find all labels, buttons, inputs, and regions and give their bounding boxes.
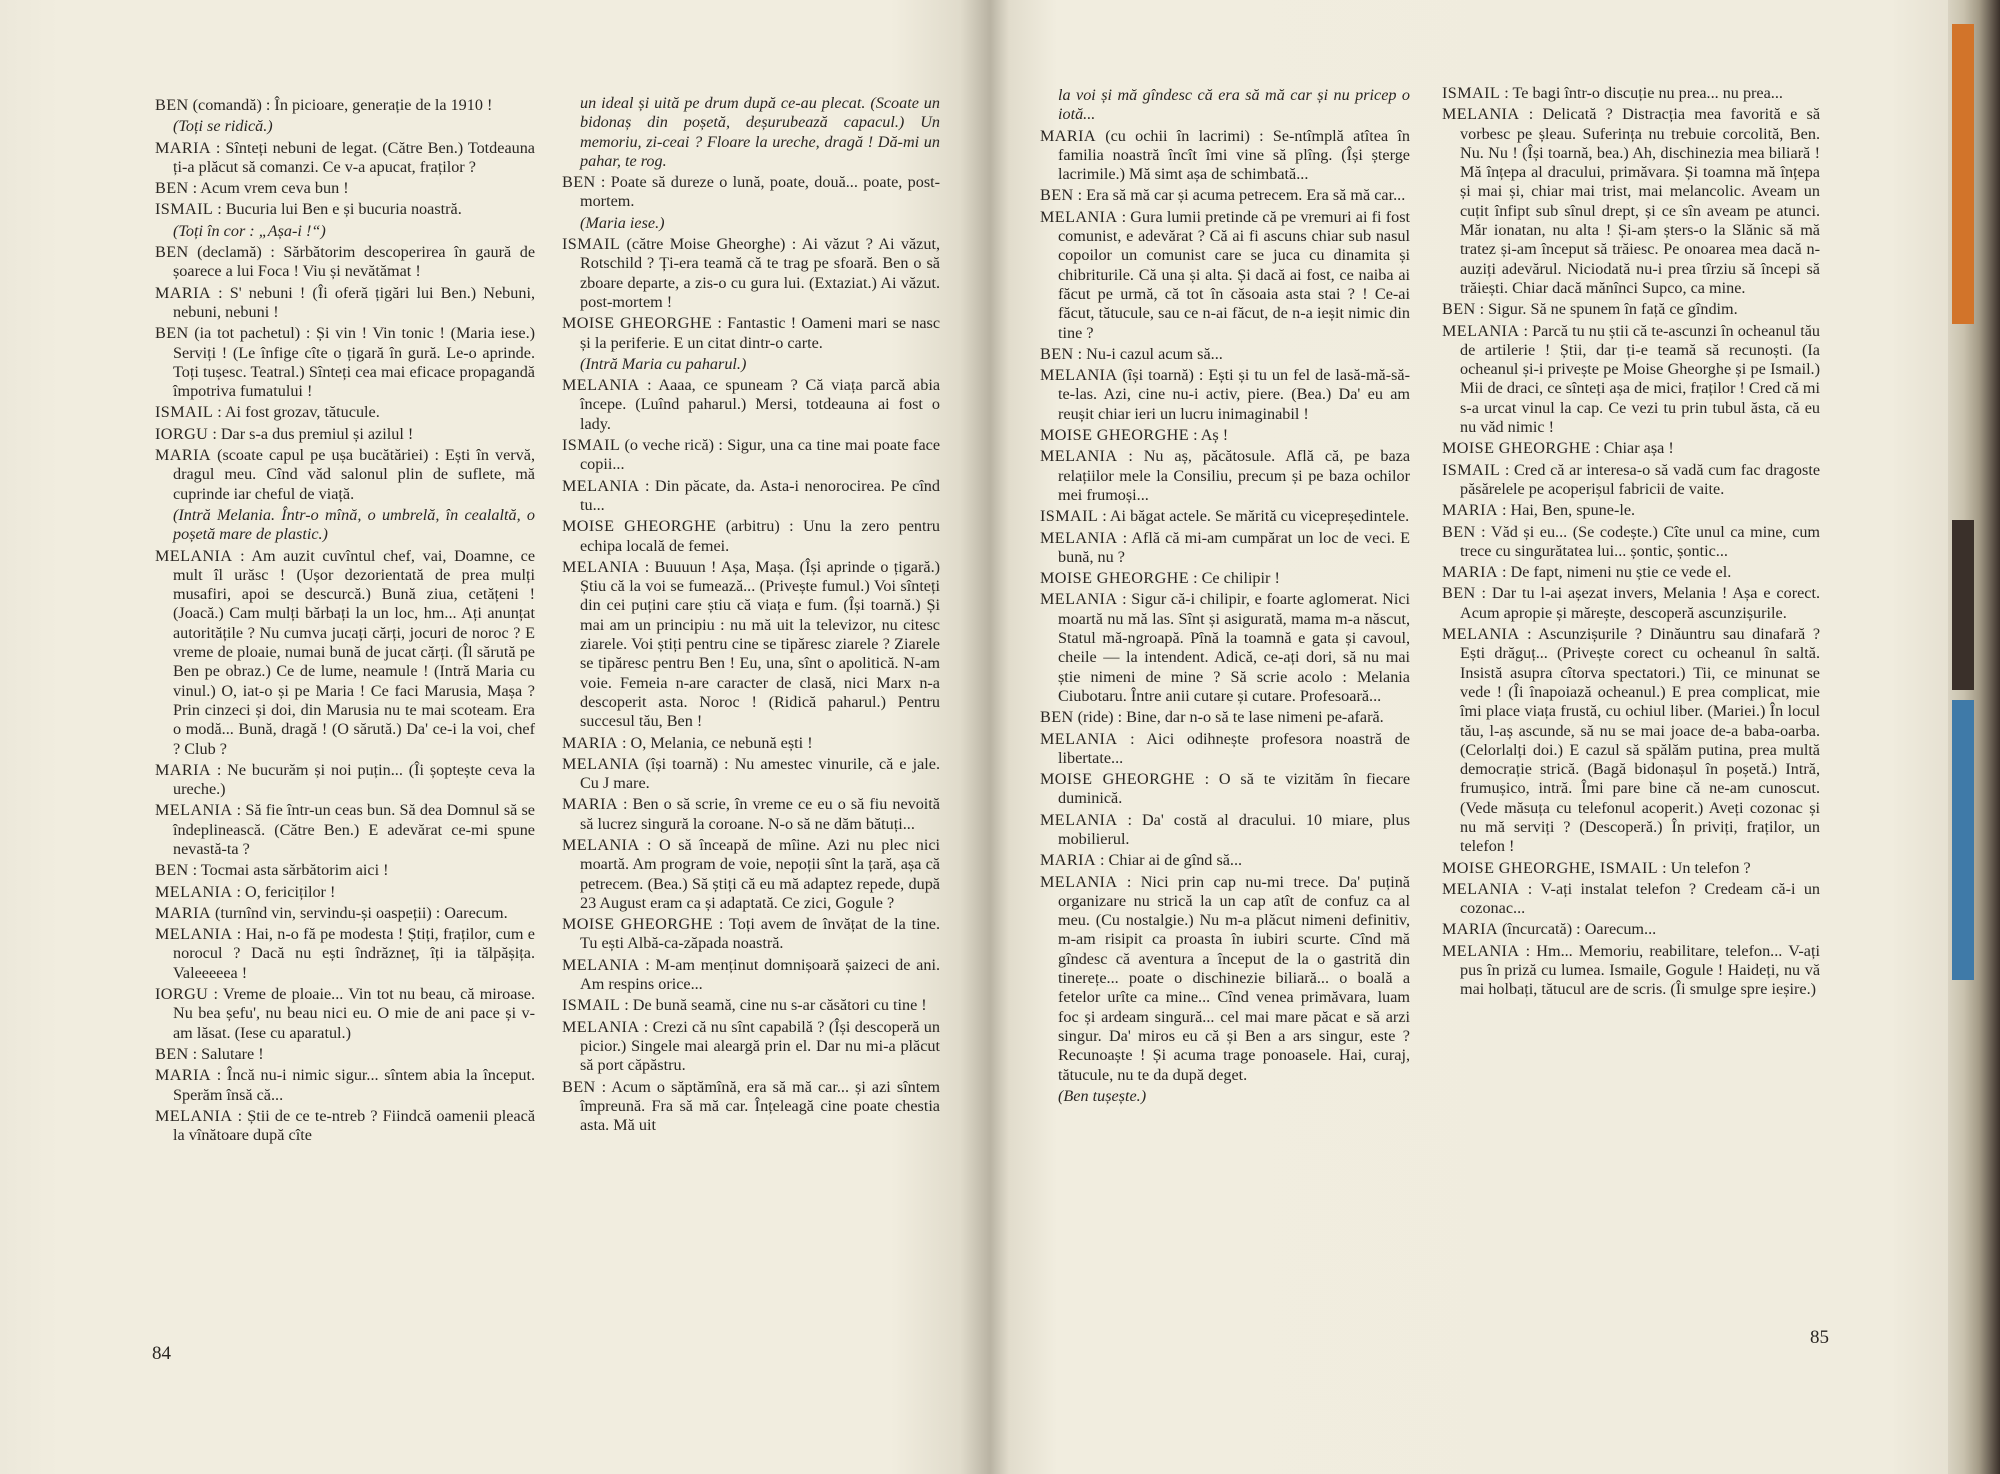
line-text: la voi și mă gîndesc că era să mă car și nu pricep o iotă... (1058, 86, 1410, 124)
line-text: : Sigur. Să ne spunem în față ce gîndim. (1479, 300, 1738, 319)
edge-tab-blue (1952, 700, 1974, 980)
line-text: : O să te vizităm în fiecare duminică. (1058, 770, 1410, 808)
line-text: (Toți se ridică.) (173, 117, 273, 136)
dialogue-line (155, 761, 535, 800)
line-text: : Nici prin cap nu-mi trece. Da' puțină organizare nu strică la un cap atît de confuz ca al meu. (Cu nostalgie.) Nu m-a plăcut nimeni definitiv, m-am risipit ca proasta în iubiri scurte. Cînd mă gîndesc că aventura a început de la o gastrită din tinerețe... poate o dischinezie biliară... o boală a fetelor urîte ca mine... Cînd venea primăvara, luam foc și ardeam singură... cel mai mare păcat e să arzi singur. Da' miros eu că și Ben a ars singur, este ? Recunoaște ! Și acuma trage ponoasele. Hai, curaj, tătucule, nu te da după deget. (1058, 872, 1410, 1084)
dialogue-line (155, 446, 535, 504)
line-text: : Chiar așa ! (1595, 439, 1674, 458)
speaker-name: MELANIA (562, 754, 640, 773)
speaker-name: MELANIA (155, 1106, 233, 1125)
dialogue-line (562, 517, 940, 556)
line-text: : V-ați instalat telefon ? Credeam că-i un cozonac... (1460, 879, 1821, 918)
line-text: (Intră Melania. Într-o mînă, o umbrelă, în cealaltă, o poșetă mare de plastic.) (173, 505, 535, 544)
left-column-2 (562, 94, 940, 1137)
dialogue-line (562, 1078, 940, 1136)
line-text: (o veche rică) : Sigur, una ca tine mai poate face copii... (580, 436, 941, 474)
right-column-1 (1040, 86, 1410, 1108)
dialogue-line (155, 1066, 535, 1105)
dialogue-line (1040, 127, 1410, 185)
dialogue-line (1040, 590, 1410, 706)
line-text: : Din păcate, da. Asta-i nenorocirea. Pe cînd tu... (580, 476, 940, 514)
line-text: (ia tot pachetul) : Și vin ! Vin tonic ! (Maria iese.) Serviți ! (Le înfige cîte o țigară în gură. Le-o aprinde. Toți tușesc. Teatral.) Sînteți cea mai eficace propagandă împotriva fumatului ! (173, 324, 536, 401)
line-text: (scoate capul pe ușa bucătăriei) : Ești în vervă, dragul meu. Cînd văd salonul plin de suflete, mă cuprinde iar cheful de viață. (173, 446, 535, 503)
line-text: : Aici odihnește profesora noastră de libertate... (1058, 729, 1410, 767)
speaker-name: MARIA (155, 1066, 211, 1085)
speaker-name: MELANIA (1040, 872, 1118, 891)
dialogue-line (562, 173, 940, 212)
speaker-name: MELANIA (1442, 105, 1520, 124)
dialogue-line (562, 235, 940, 312)
speaker-name: MELANIA (155, 801, 233, 820)
dialogue-line (562, 314, 940, 353)
dialogue-line (562, 734, 940, 753)
line-text: (Toți în cor : „Așa-i !“) (173, 221, 326, 240)
dialogue-line (1040, 447, 1410, 505)
speaker-name: BEN (155, 96, 189, 114)
line-text: : Nu-i cazul acum să... (1077, 344, 1223, 363)
dialogue-line (1442, 501, 1820, 520)
line-text: (își toarnă) : Nu amestec vinurile, că e jale. Cu J mare. (580, 754, 940, 793)
dialogue-line (155, 985, 535, 1043)
line-text: : Era să mă car și acuma petrecem. Era să mă car... (1077, 186, 1406, 205)
line-text: : Ai fost grozav, tătucule. (217, 403, 380, 422)
line-text: : Acum vrem ceva bun ! (192, 179, 349, 198)
speaker-name: MOISE GHEORGHE (562, 517, 717, 536)
dialogue-line (155, 904, 535, 923)
dialogue-line (1040, 811, 1410, 850)
speaker-name: BEN (155, 324, 189, 343)
line-text: : O, Melania, ce nebună ești ! (622, 733, 813, 752)
line-text: : Ai băgat actele. Se mărită cu vicepreședintele. (1102, 507, 1410, 526)
speaker-name: BEN (562, 1077, 596, 1096)
dialogue-line (562, 755, 940, 794)
line-text: : Vreme de ploaie... Vin tot nu beau, că miroase. Nu bea șefu', nu beau nici eu. O mie de ani pace și v-am lăsat. (Iese cu aparatul.) (173, 985, 535, 1042)
line-text: (declamă) : Sărbătorim descoperirea în gaură de șoarece a lui Foca ! Viu și nevătămat ! (173, 243, 535, 281)
speaker-name: MOISE GHEORGHE (1040, 770, 1195, 789)
speaker-name: MELANIA (562, 835, 640, 854)
speaker-name: MARIA (155, 903, 211, 922)
speaker-name: MOISE GHEORGHE, ISMAIL (1442, 858, 1659, 877)
line-text: (își toarnă) : Ești și tu un fel de lasă-mă-să-te-las. Azi, cine nu-i activ, piere. (Bea.) Da' eu am reușit chiar ieri un lucru inimaginabil ! (1058, 366, 1410, 423)
speaker-name: MELANIA (562, 476, 640, 495)
dialogue-line (1442, 300, 1820, 319)
dialogue-line (1040, 208, 1410, 343)
line-text: (Intră Maria cu paharul.) (580, 354, 747, 373)
dialogue-line (1040, 770, 1410, 809)
dialogue-line (1442, 880, 1820, 919)
line-text: : Sigur că-i chilipir, e foarte aglomerat. Nici moartă nu mă las. Sînt și asigurată, mama m-a născut, Statul mă-ngroapă. Pînă la toamnă e gata și cavoul, cheile — la intendent. Adică, ce-ați dori, să nu mai știe nimeni de mine ? Să scrie acolo : Melania Ciubotaru. Între anii cutare și cutare. Profesoară... (1058, 590, 1411, 705)
line-text: (turnînd vin, servindu-și oaspeții) : Oarecum. (215, 903, 508, 922)
dialogue-line (1442, 625, 1820, 857)
dialogue-line (562, 477, 940, 516)
dialogue-line (155, 883, 535, 902)
line-text: : Toți avem de învățat de la tine. Tu ești Albă-ca-zăpada noastră. (580, 915, 940, 953)
dialogue-line (1442, 563, 1820, 582)
right-page (990, 0, 1948, 1474)
speaker-name: MOISE GHEORGHE (562, 314, 713, 333)
speaker-name: MELANIA (1040, 810, 1118, 829)
line-text: (arbitru) : Unu la zero pentru echipa locală de femei. (580, 517, 940, 555)
line-text: (ride) : Bine, dar n-o să te lase nimeni pe-afară. (1077, 708, 1384, 727)
speaker-name: BEN (1442, 522, 1476, 541)
dialogue-line (562, 436, 940, 475)
dialogue-line (155, 547, 535, 759)
speaker-name: MELANIA (562, 1017, 640, 1036)
speaker-name: MELANIA (1040, 528, 1118, 547)
line-text: : Chiar ai de gînd să... (1100, 851, 1243, 870)
dialogue-line (1040, 186, 1410, 205)
line-text: : Acum o săptămînă, era să mă car... și azi sîntem împreună. Fra să mă car. Înțeleagă cine poate chestia asta. Mă uit (580, 1077, 940, 1135)
dialogue-line (155, 1045, 535, 1064)
dialogue-line (155, 861, 535, 880)
speaker-name: MARIA (562, 795, 618, 814)
speaker-name: MARIA (155, 283, 211, 302)
speaker-name: IORGU (155, 424, 209, 443)
speaker-name: MELANIA (1442, 625, 1520, 644)
dialogue-line (1040, 851, 1410, 870)
line-text: : Crezi că nu sînt capabilă ? (Își descoperă un picior.) Singele mai aleargă prin el. Dar nu mi-a plăcut să port căpăstru. (580, 1017, 940, 1075)
speaker-name: MELANIA (155, 546, 233, 565)
line-text: : Bucuria lui Ben e și bucuria noastră. (217, 200, 462, 219)
stage-direction (155, 222, 535, 241)
line-text: : Parcă tu nu știi că te-ascunzi în ocheanul tău de artilerie ! Știi, dar ți-e teamă să recunoști. (Ia ocheanul și-i privește pe Moise Gheorghe și pe Ismail.) Mii de draci, ce sînteți așa de mici, fraților ! Cred că mi s-a urcat vinul la cap. Ce vezi tu prin tubul ăsta, că eu nu văd nimic ! (1460, 321, 1820, 437)
line-text: (Ben tușește.) (1058, 1086, 1147, 1105)
dialogue-line (1442, 322, 1820, 438)
speaker-name: MELANIA (1040, 447, 1118, 466)
speaker-name: MELANIA (1442, 941, 1520, 960)
speaker-name: MARIA (155, 138, 211, 157)
speaker-name: ISMAIL (155, 403, 214, 422)
speaker-name: MARIA (562, 733, 618, 752)
line-text: : Sînteți nebuni de legat. (Către Ben.) Totdeauna ți-a plăcut să comanzi. Ce v-a apucat, fraților ? (173, 138, 535, 176)
stage-direction (562, 355, 940, 374)
speaker-name: MELANIA (1040, 366, 1118, 385)
line-text: : Gura lumii pretinde că pe vremuri ai fi fost comunist, e adevărat ? Că ai fi ascuns chiar sub nasul copoilor un comunist care se juca cu dinamita și chibriturile. Că una și alta. Și dacă ai fost, ce naiba ai făcut pe urmă, că tot în căsoaia asta stai ? ! Ce-ai făcut, tătucule, sau ce n-ai făcut, de n-a ieșit nimic din tine ? (1058, 207, 1411, 342)
dialogue-line (562, 1018, 940, 1076)
line-text: : Fantastic ! Oameni mari se nasc și la periferie. E un citat dintr-o carte. (580, 314, 941, 352)
dialogue-line (155, 139, 535, 178)
line-text: : O, fericiților ! (236, 882, 336, 901)
line-text: : S' nebuni ! (Îi oferă țigări lui Ben.) Nebuni, nebuni, nebuni ! (173, 283, 535, 321)
dialogue-line (562, 996, 940, 1015)
dialogue-line (562, 376, 940, 434)
line-text: (cu ochii în lacrimi) : Se-ntîmplă atîtea în familia noastră încît îmi vine să plîng. (Își șterge lacrimile.) Mă simt așa de schimbată... (1058, 126, 1410, 184)
line-text: : De fapt, nimeni nu știe ce vede el. (1502, 563, 1732, 582)
speaker-name: MELANIA (1040, 207, 1118, 226)
dialogue-line (1040, 569, 1410, 588)
dialogue-line (155, 425, 535, 444)
dialogue-line (155, 284, 535, 323)
stage-direction (562, 94, 940, 171)
speaker-name: MELANIA (155, 925, 233, 944)
speaker-name: MOISE GHEORGHE (1040, 569, 1190, 588)
line-text: : Dar s-a dus premiul și azilul ! (212, 424, 414, 443)
left-column-1 (155, 96, 535, 1147)
dialogue-line (1442, 84, 1820, 103)
line-text: : Încă nu-i nimic sigur... sîntem abia la început. Sperăm însă că... (173, 1066, 535, 1104)
dialogue-line (1442, 859, 1820, 878)
dialogue-line (1040, 366, 1410, 424)
speaker-name: ISMAIL (562, 996, 621, 1015)
dialogue-line (562, 915, 940, 954)
speaker-name: ISMAIL (562, 235, 621, 254)
dialogue-line (562, 836, 940, 913)
line-text: : Poate să dureze o lună, poate, două... poate, post-mortem. (580, 173, 941, 211)
line-text: : Ben o să scrie, în vreme ce eu o să fiu nevoită să lucrez singură la coroane. N-o să ne dăm bătuți... (580, 795, 940, 833)
speaker-name: BEN (1040, 708, 1074, 727)
dialogue-line (155, 179, 535, 198)
line-text: : Văd și eu... (Se codește.) Cîte unul ca mine, cum trece cu singurătatea lui... șontic, șontic... (1460, 522, 1821, 560)
dialogue-line (1442, 461, 1820, 500)
speaker-name: MARIA (1442, 501, 1498, 520)
edge-tab-dark (1952, 520, 1974, 690)
dialogue-line (1040, 730, 1410, 769)
line-text: : Știi de ce te-ntreb ? Fiindcă oamenii pleacă la vînătoare după cîte (173, 1106, 536, 1145)
stage-direction (1040, 1087, 1410, 1106)
speaker-name: MARIA (1040, 126, 1096, 145)
dialogue-line (155, 1107, 535, 1146)
line-text: : M-am menținut domnișoară șaizeci de ani. Am respins orice... (580, 955, 941, 994)
line-text: : De bună seamă, cine nu s-ar căsători cu tine ! (624, 996, 927, 1015)
line-text: (către Moise Gheorghe) : Ai văzut ? Ai văzut, Rotschild ? Ți-era teamă că te trag pe sfoară. Ben o să zboare departe, a zis-o cu gura lui. (Extaziat.) Ai văzut. post-mortem ! (580, 235, 940, 311)
line-text: : Delicată ? Distracția mea favorită e să vorbesc pe șleau. Suferința nu trebuie corcolită, Ben. Nu. Nu ! (Își toarnă, bea.) Ah, dischinezia mea biliară ! Mă înțepa al dracului, primăvara. Și toamna mă înțepa și mai și, chiar mai trist, mai melancolic. Aveam un cuțit înfipt sub sînul drept, și ce sîn aveam pe atunci. Măr ionatan, nu alta ! Și-am șters-o la Slănic să mă tratez și-am început să trăiesc. Pe onoarea mea dacă n-auziți adevărul. Niciodată nu-i prea tîrziu să începi să trăiești. Chiar dacă mănînci Supco, ca mine. (1460, 105, 1820, 297)
dialogue-line (155, 200, 535, 219)
line-text: : Aaaa, ce spuneam ? Că viața parcă abia începe. (Luînd paharul.) Mersi, totdeauna ai fost o lady. (580, 376, 940, 433)
line-text: : Am auzit cuvîntul chef, vai, Doamne, ce mult îl urăsc ! (Ușor dezorientată de prea mulți musafiri, apoi se descurcă.) Bună ziua, cetățeni ! (Joacă.) Cam mulți bărbați la un loc, hm... Ați anunțat autoritățile ? Nu cumva jucați cărți, jocuri de noroc ? E vreme de ploaie, numai bună de jucat cărți. (Îl sărută pe Ben pe obraz.) Ce de lume, neamule ! (Intră Maria cu vinul.) O, iat-o și pe Maria ! Ce faci Marusia, Mașa ? Prin cinzeci și doi, din Marusia nu te mai scoteam. Era o modă... Bună, dragă ! (O sărută.) Da' ce-i la voi, chef ? Club ? (173, 546, 536, 758)
dialogue-line (1040, 426, 1410, 445)
speaker-name: MOISE GHEORGHE (1442, 439, 1592, 458)
dialogue-line (1040, 529, 1410, 568)
speaker-name: MELANIA (1442, 321, 1520, 340)
line-text: (încurcată) : Oarecum... (1502, 920, 1657, 939)
speaker-name: ISMAIL (155, 200, 214, 219)
dialogue-line (562, 795, 940, 834)
line-text: (Maria iese.) (580, 213, 665, 232)
speaker-name: BEN (155, 861, 189, 880)
stage-direction (562, 214, 940, 233)
speaker-name: BEN (562, 173, 596, 192)
line-text: : O să înceapă de mîine. Azi nu plec nici moartă. Am program de voie, nepoții sînt la țară, așa că petrecem. (Bea.) Să știți că eu mă adaptez repede, după 23 August eram ca și adaptată. Ce zici, Gogule ? (580, 835, 941, 912)
speaker-name: ISMAIL (1040, 507, 1099, 526)
speaker-name: MARIA (155, 446, 211, 465)
speaker-name: BEN (155, 179, 189, 198)
dialogue-line (155, 243, 535, 282)
dialogue-line (562, 956, 940, 995)
page-number-right: 85 (1810, 1327, 1829, 1348)
dialogue-line (1040, 708, 1410, 727)
dialogue-line (562, 558, 940, 732)
speaker-name: MELANIA (562, 955, 640, 974)
speaker-name: MELANIA (1040, 590, 1118, 609)
dialogue-line (1040, 507, 1410, 526)
line-text: : Hai, Ben, spune-le. (1502, 501, 1636, 520)
speaker-name: MOISE GHEORGHE (1040, 426, 1190, 445)
speaker-name: BEN (155, 243, 189, 262)
speaker-name: MELANIA (562, 557, 640, 576)
speaker-name: MELANIA (562, 376, 640, 395)
line-text: : Da' costă al dracului. 10 miare, plus mobilierul. (1058, 810, 1411, 848)
speaker-name: BEN (1442, 584, 1476, 603)
stage-direction (155, 117, 535, 136)
dialogue-line (155, 403, 535, 422)
dialogue-line (1040, 345, 1410, 364)
stage-direction (155, 506, 535, 545)
speaker-name: ISMAIL (1442, 84, 1501, 102)
stage-direction (1040, 86, 1410, 125)
dialogue-line (1442, 942, 1820, 1000)
left-page (0, 0, 990, 1474)
line-text: : Dar tu l-ai așezat invers, Melania ! Așa e corect. Acum apropie și mărește, descoperă ascunzișurile. (1460, 584, 1821, 622)
line-text: : Te bagi într-o discuție nu prea... nu prea... (1504, 84, 1783, 102)
line-text: : Ascunzișurile ? Dinăuntru sau dinafară ? Ești drăguț... (Privește corect cu ocheanul în saltă. Insistă asupra cîtorva spectatori.) Tii, ce minunat se vede ! (Îi înapoiază ocheanul.) E prea complicat, mie îmi place viața frustă, cu ochiul liber. (Mariei.) În locul tău, l-aș ascunde, să nu se mai joace de-a baba-oarba. (Celorlalți doi.) E cazul să spălăm putina, prea multă democrație strică. (Bagă bidonașul în poșetă.) Intră, frumușico, intră. Îmi pare bine că ne-am cunoscut. (Vede măsuța cu telefonul acoperit.) Aveți cozonac și nu mă serviți ? (Descoperă.) În priviți, fraților, un telefon ! (1460, 625, 1821, 856)
line-text: : Salutare ! (192, 1044, 264, 1063)
page-number-left: 84 (152, 1343, 171, 1364)
line-text: : Un telefon ? (1662, 858, 1751, 877)
speaker-name: BEN (1442, 300, 1476, 319)
dialogue-line (155, 801, 535, 859)
line-text: : Aș ! (1193, 426, 1229, 445)
speaker-name: ISMAIL (1442, 460, 1501, 479)
speaker-name: MARIA (1442, 920, 1498, 939)
right-column-2 (1442, 84, 1820, 1002)
line-text: : Ce chilipir ! (1193, 569, 1280, 588)
dialogue-line (1040, 873, 1410, 1085)
line-text: : Află că mi-am cumpărat un loc de veci. E bună, nu ? (1058, 528, 1410, 566)
dialogue-line (155, 324, 535, 401)
line-text: (comandă) : În picioare, generație de la 1910 ! (192, 96, 493, 114)
edge-tab-orange (1952, 24, 1974, 324)
dialogue-line (1442, 920, 1820, 939)
line-text: : Buuuun ! Așa, Mașa. (Își aprinde o țigară.) Știu că la voi se fumează... (Privește fumul.) Voi sînteți din cei puțini care știu că viața e fum. (Își toarnă.) Și mai am un principiu : nu mă uit la televizor, nu citesc ziarele. Voi știți pentru cine se tipăresc ziarele ? Ziarele se tipăresc pentru Ben ! Eu, una, sînt o apolitică. N-am voie. Femeia n-are caracter de clasă, nici Marx n-a descoperit asta. Noroc ! (Ridică paharul.) Pentru succesul tău, Ben ! (580, 557, 941, 731)
line-text: : Tocmai asta sărbătorim aici ! (192, 861, 389, 880)
speaker-name: MELANIA (1442, 879, 1520, 898)
line-text: : Să fie într-un ceas bun. Să dea Domnul să se îndeplinească. (Către Ben.) E adevărat ce-mi spune nevastă-ta ? (173, 801, 535, 858)
speaker-name: MELANIA (155, 882, 233, 901)
dialogue-line (1442, 105, 1820, 298)
line-text: un ideal și uită pe drum după ce-au plecat. (Scoate un bidonaș din poșetă, deșurubează capacul.) Un memoriu, zi-ceai ? Floare la ureche, dragă ! Dă-mi un pahar, te rog. (580, 94, 940, 170)
line-text: : Ne bucurăm și noi puțin... (Îi șoptește ceva la ureche.) (173, 760, 535, 799)
dialogue-line (155, 925, 535, 983)
line-text: : Nu aș, păcătosule. Află că, pe baza relațiilor mele la Consiliu, precum și pe baza ochilor mei frumoși... (1058, 447, 1411, 504)
speaker-name: MARIA (1442, 563, 1498, 582)
speaker-name: BEN (1040, 344, 1074, 363)
speaker-name: MOISE GHEORGHE (562, 915, 713, 934)
line-text: : Hai, n-o fă pe modesta ! Știți, fraților, cum e norocul ? Dacă nu ești îndrăzneț, îți ia tălpășița. Valeeeeea ! (173, 925, 535, 982)
dialogue-line (1442, 584, 1820, 623)
speaker-name: IORGU (155, 985, 209, 1004)
dialogue-line (1442, 523, 1820, 562)
speaker-name: BEN (155, 1044, 189, 1063)
speaker-name: BEN (1040, 186, 1074, 205)
speaker-name: MARIA (155, 760, 211, 779)
line-text: : Cred că ar interesa-o să vadă cum fac dragoste păsărelele pe acoperișul fabricii de vaite. (1460, 460, 1820, 498)
speaker-name: MARIA (1040, 851, 1096, 870)
line-text: : Hm... Memoriu, reabilitare, telefon... V-ați pus în priză cu lumea. Ismaile, Gogule ! Haideți, nu vă mai holbați, tătucul are de scris. (Îi smulge spre ieșire.) (1460, 941, 1820, 999)
dialogue-line (155, 96, 535, 115)
speaker-name: ISMAIL (562, 436, 621, 455)
dialogue-line (1442, 439, 1820, 458)
speaker-name: MELANIA (1040, 729, 1118, 748)
